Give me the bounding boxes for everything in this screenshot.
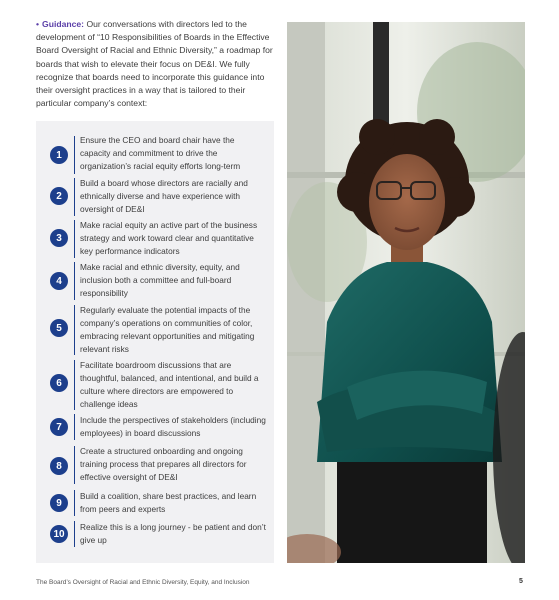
intro-text: Our conversations with directors led to the development of “10 Responsibilities of Boards in the Effective Board Oversight of Racial and Ethnic Diversity,” a roadmap for boards that wish to elevate their focus on DE&I. We fully recognize that boards need to incorporate this guidance into their oversight practices in a way that is tailored to their particular company’s context: bbox=[36, 19, 273, 109]
responsibility-text: Facilitate boardroom discussions that are thoughtful, balanced, and intentional, and build a culture where directors are empowered to challenge ideas bbox=[80, 360, 259, 409]
responsibilities-panel bbox=[36, 121, 274, 563]
responsibility-text: Regularly evaluate the potential impacts of the company’s operations on communities of color, embracing relevant opportunities and mitigating relevant risks bbox=[80, 305, 255, 354]
number-badge: 6 bbox=[50, 374, 68, 392]
number-badge: 5 bbox=[50, 319, 68, 337]
number-badge: 3 bbox=[50, 229, 68, 247]
number-badge: 9 bbox=[50, 494, 68, 512]
number-badge: 10 bbox=[50, 525, 68, 543]
divider-rule bbox=[74, 521, 75, 547]
intro-paragraph bbox=[36, 18, 274, 110]
responsibility-text: Make racial and ethnic diversity, equity, and inclusion both a committee and full-board responsibility bbox=[80, 262, 240, 298]
responsibility-text: Create a structured onboarding and ongoing training process that prepares all directors for effective oversight of DE&I bbox=[80, 446, 247, 482]
number-badge: 2 bbox=[50, 187, 68, 205]
guidance-label: Guidance: bbox=[42, 19, 85, 29]
divider-rule bbox=[74, 305, 75, 355]
divider-rule bbox=[74, 360, 75, 410]
number-badge: 1 bbox=[50, 146, 68, 164]
bullet: • bbox=[36, 19, 40, 29]
divider-rule bbox=[74, 220, 75, 258]
divider-rule bbox=[74, 446, 75, 484]
divider-rule bbox=[74, 490, 75, 516]
divider-rule bbox=[74, 262, 75, 300]
footer-title: The Board’s Oversight of Racial and Ethnic Diversity, Equity, and Inclusion bbox=[36, 579, 250, 586]
page-number: 5 bbox=[519, 578, 523, 585]
responsibility-text: Build a coalition, share best practices, and learn from peers and experts bbox=[80, 491, 257, 514]
divider-rule bbox=[74, 136, 75, 174]
number-badge: 4 bbox=[50, 272, 68, 290]
divider-rule bbox=[74, 178, 75, 216]
number-badge: 7 bbox=[50, 418, 68, 436]
responsibility-text: Realize this is a long journey - be patient and don’t give up bbox=[80, 522, 266, 545]
number-badge: 8 bbox=[50, 457, 68, 475]
responsibility-text: Make racial equity an active part of the business strategy and work toward clear and quantitative key performance indicators bbox=[80, 220, 258, 256]
woman-photo bbox=[287, 22, 525, 563]
responsibility-text: Include the perspectives of stakeholders (including employees) in board discussions bbox=[80, 415, 266, 438]
divider-rule bbox=[74, 414, 75, 440]
responsibility-text: Build a board whose directors are racially and ethnically diverse and have experience with oversight of DE&I bbox=[80, 178, 248, 214]
responsibility-text: Ensure the CEO and board chair have the capacity and commitment to drive the organization’s racial equity efforts long-term bbox=[80, 135, 241, 171]
